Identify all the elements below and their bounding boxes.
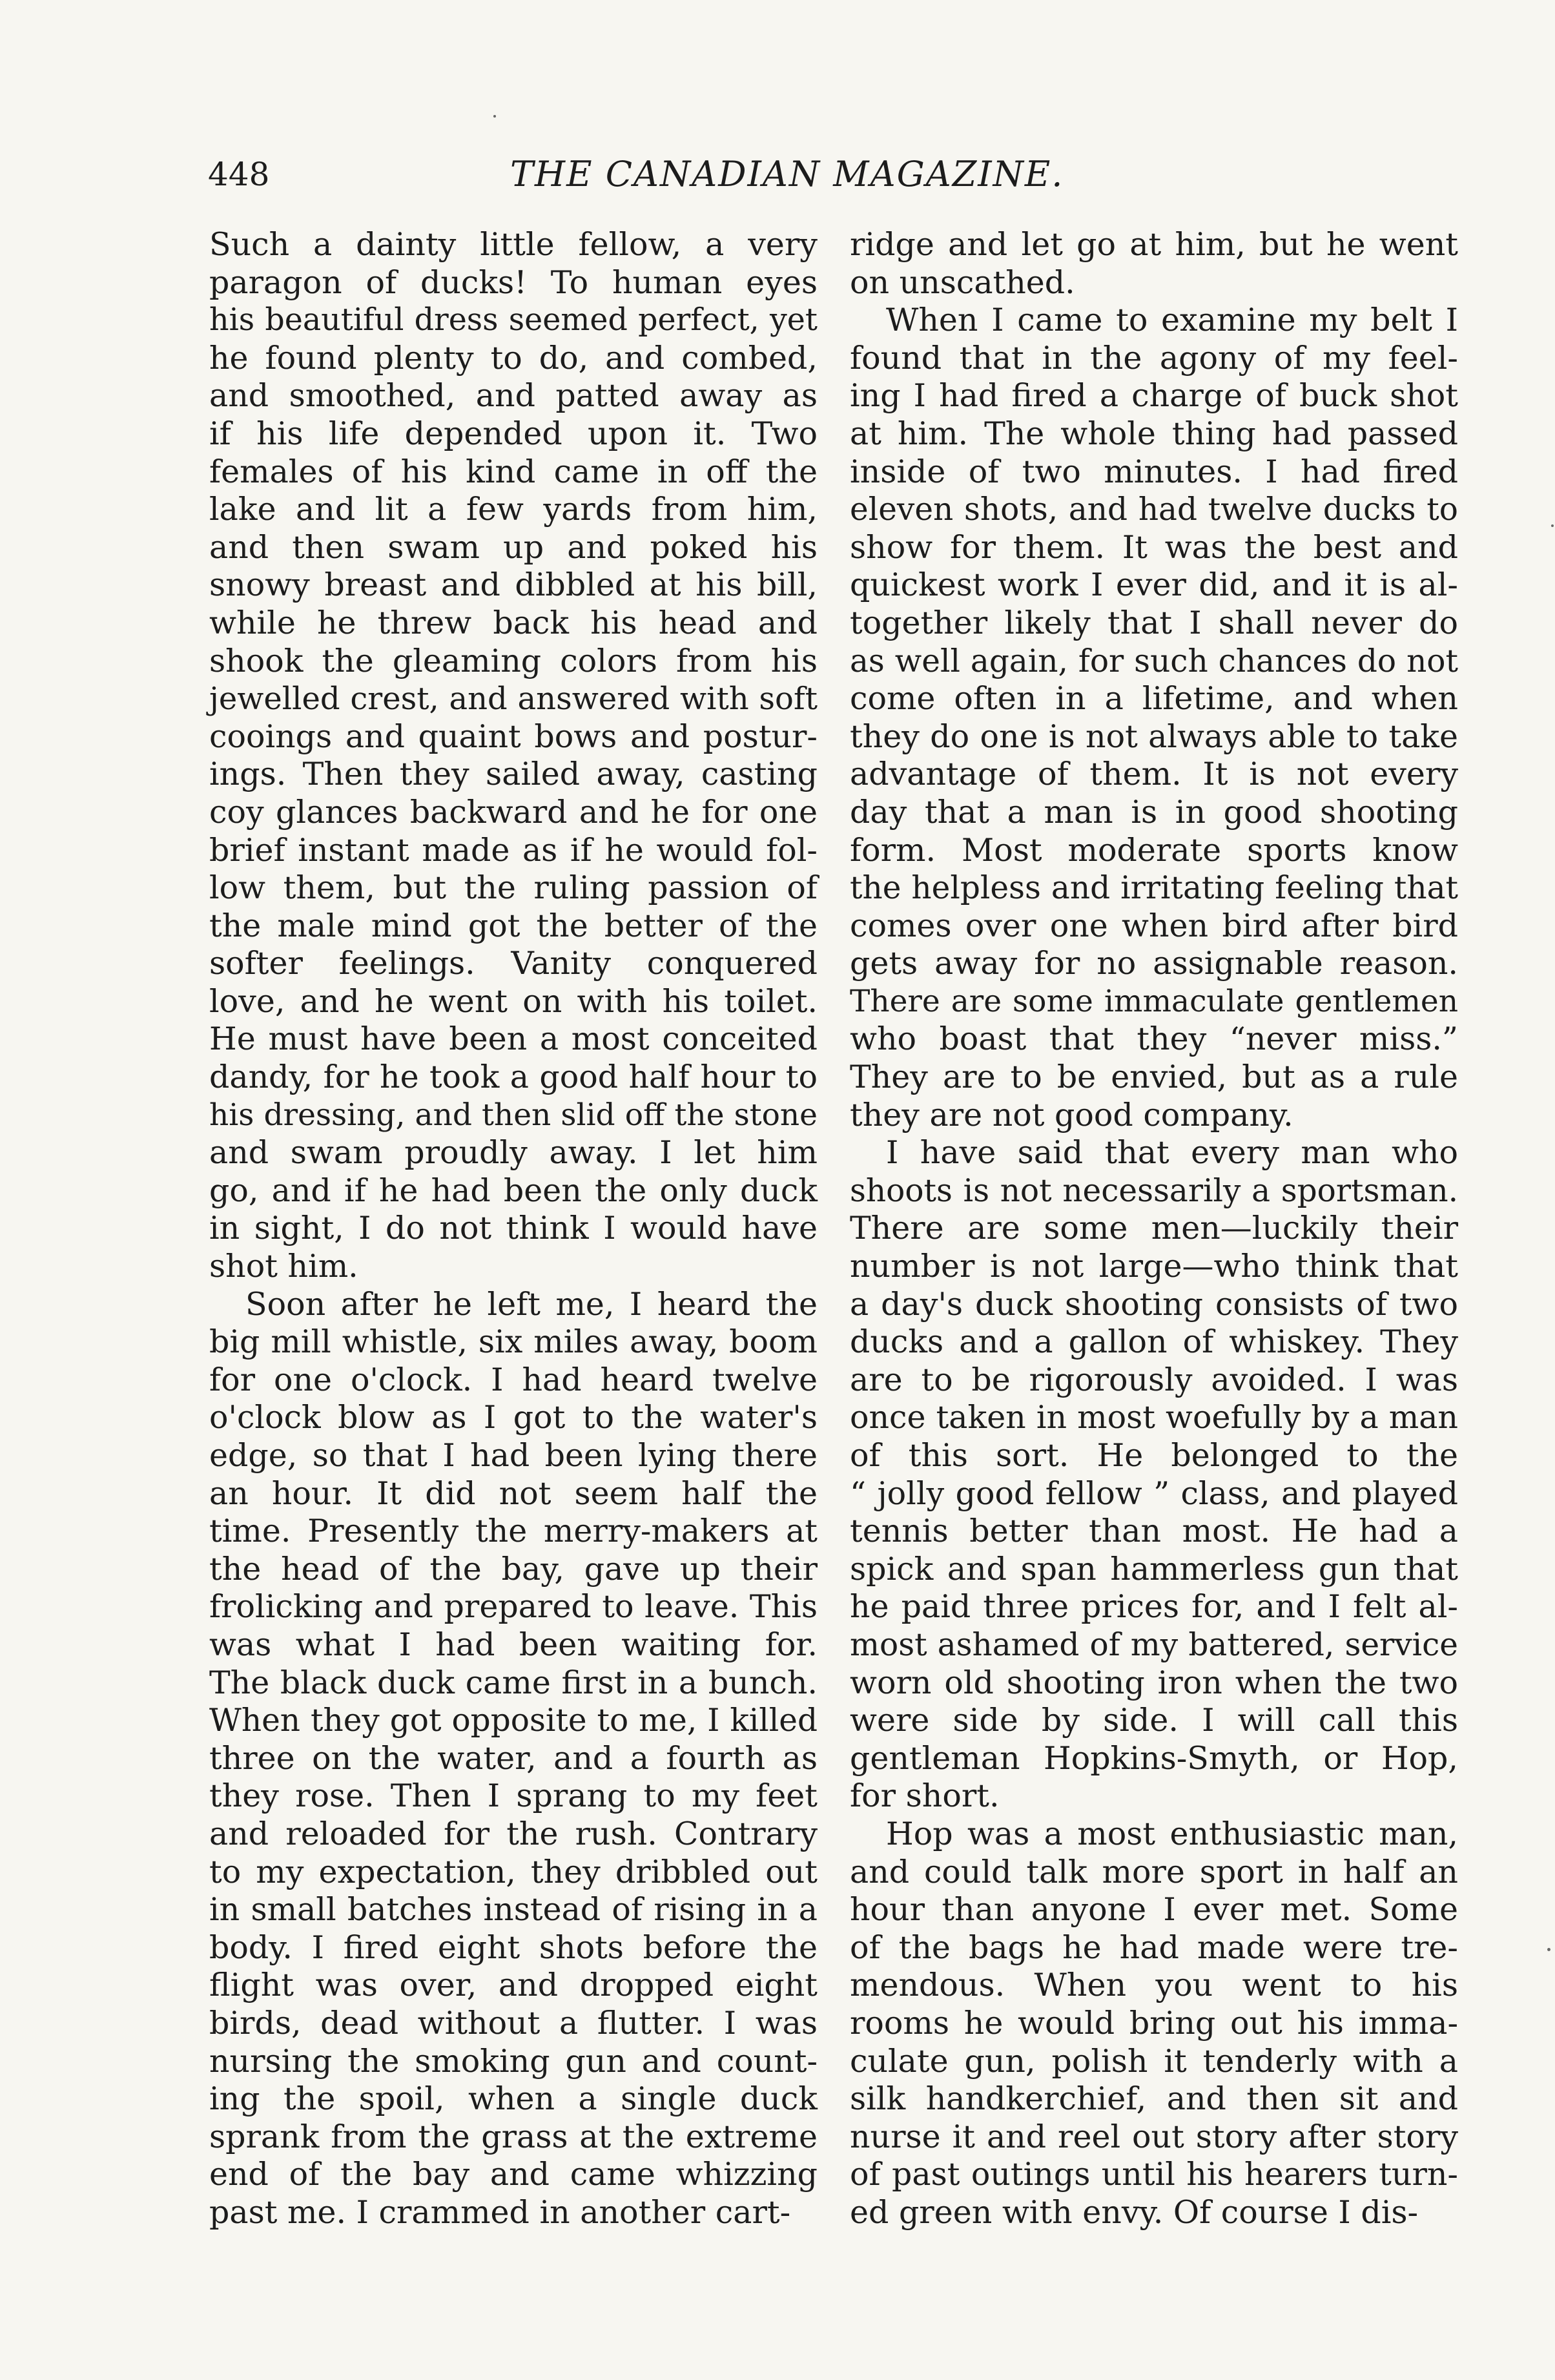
text-line: When they got opposite to me, I killed (209, 1702, 818, 1739)
text-line: o'clock blow as I got to the water's (209, 1399, 818, 1436)
text-line: The black duck came first in a bunch. (209, 1664, 818, 1701)
text-line: frolicking and prepared to leave. This (209, 1588, 818, 1626)
text-line: the male mind got the better of the (209, 907, 818, 944)
text-line: ing I had fired a charge of buck shot (850, 377, 1458, 415)
text-line: on unscathed. (850, 264, 1075, 301)
text-line: he paid three prices for, and I felt al- (850, 1588, 1458, 1626)
text-line: shot him. (209, 1248, 358, 1285)
text-line: ridge and let go at him, but he went (850, 226, 1458, 263)
text-line: who boast that they “never miss.” (850, 1020, 1458, 1058)
text-line: ducks and a gallon of whiskey. They (850, 1323, 1458, 1361)
text-line: of this sort. He belonged to the (850, 1437, 1458, 1474)
text-line: for one o'clock. I had heard twelve (209, 1361, 818, 1398)
text-line: they do one is not always able to take (850, 718, 1458, 755)
text-line: found that in the agony of my feel- (850, 339, 1458, 377)
text-line: silk handkerchief, and then sit and (850, 2080, 1458, 2118)
text-line: as well again, for such chances do not (850, 643, 1458, 679)
text-line: snowy breast and dibbled at his bill, (209, 566, 818, 604)
text-line: comes over one when bird after bird (850, 907, 1458, 944)
text-line: coy glances backward and he for one (209, 793, 818, 831)
text-line: big mill whistle, six miles away, boom (209, 1323, 818, 1361)
text-line: they rose. Then I sprang to my feet (209, 1777, 818, 1815)
text-line: females of his kind came in off the (209, 453, 818, 490)
text-line: rooms he would bring out his imma- (850, 2004, 1458, 2042)
text-line: gets away for no assignable reason. (850, 945, 1458, 982)
text-line: birds, dead without a flutter. I was (209, 2004, 818, 2042)
text-line: He must have been a most conceited (209, 1020, 818, 1058)
text-line: low them, but the ruling passion of (209, 869, 818, 907)
text-line: ing the spoil, when a single duck (209, 2080, 818, 2118)
text-line: they are not good company. (850, 1096, 1293, 1133)
text-line: dandy, for he took a good half hour to (209, 1059, 818, 1096)
text-line: nursing the smoking gun and count- (209, 2042, 818, 2080)
print-speck (1551, 524, 1554, 527)
text-line: his beautiful dress seemed perfect, yet (209, 302, 818, 338)
text-line: brief instant made as if he would fol- (209, 831, 818, 869)
text-line: go, and if he had been the only duck (209, 1172, 818, 1209)
text-line: and reloaded for the rush. Contrary (209, 1815, 818, 1852)
text-line: gentleman Hopkins-Smyth, or Hop, (850, 1739, 1458, 1777)
text-line: Soon after he left me, I heard the (245, 1285, 818, 1323)
text-line: When I came to examine my belt I (886, 302, 1458, 339)
text-line: in sight, I do not think I would have (209, 1210, 818, 1247)
text-line: once taken in most woefully by a man (850, 1399, 1458, 1436)
text-line: hour than anyone I ever met. Some (850, 1891, 1458, 1929)
text-line: if his life depended upon it. Two (209, 415, 818, 452)
text-line: and swam proudly away. I let him (209, 1134, 818, 1172)
text-line: Such a dainty little fellow, a very (209, 226, 818, 263)
text-line: come often in a lifetime, and when (850, 680, 1458, 718)
text-line: past me. I crammed in another cart- (209, 2193, 791, 2231)
text-line: mendous. When you went to his (850, 1967, 1458, 2004)
text-line: edge, so that I had been lying there (209, 1437, 818, 1474)
text-line: lake and lit a few yards from him, (209, 491, 818, 528)
print-speck (1547, 1948, 1550, 1951)
text-line: and then swam up and poked his (209, 528, 818, 566)
text-line: “ jolly good fellow ” class, and played (850, 1475, 1458, 1512)
text-line: for short. (850, 1777, 1000, 1815)
text-line: shook the gleaming colors from his (209, 642, 818, 679)
text-line: nurse it and reel out story after story (850, 2118, 1458, 2155)
text-line: ings. Then they sailed away, casting (209, 756, 818, 793)
text-line: cooings and quaint bows and postur- (209, 718, 818, 755)
text-line: flight was over, and dropped eight (209, 1967, 818, 2004)
text-line: quickest work I ever did, and it is al- (850, 566, 1458, 604)
text-line: show for them. It was the best and (850, 528, 1458, 566)
text-line: in small batches instead of rising in a (209, 1891, 818, 1929)
text-line: of past outings until his hearers turn- (850, 2156, 1458, 2193)
text-line: time. Presently the merry-makers at (209, 1513, 818, 1550)
text-line: his dressing, and then slid off the stone (209, 1097, 818, 1133)
text-line: was what I had been waiting for. (209, 1626, 818, 1663)
text-line: eleven shots, and had twelve ducks to (850, 492, 1458, 528)
text-line: at him. The whole thing had passed (850, 415, 1458, 452)
print-speck (493, 115, 496, 118)
text-line: he found plenty to do, and combed, (209, 339, 818, 377)
text-line: an hour. It did not seem half the (209, 1475, 818, 1512)
text-line: were side by side. I will call this (850, 1702, 1458, 1739)
text-line: tennis better than most. He had a (850, 1513, 1458, 1550)
text-line: ed green with envy. Of course I dis- (850, 2193, 1419, 2231)
running-head: THE CANADIAN MAGAZINE. (510, 154, 1064, 194)
text-line: They are to be envied, but as a rule (850, 1059, 1458, 1096)
text-line: I have said that every man who (886, 1134, 1458, 1172)
right-text-column (850, 226, 1458, 2231)
text-line: of the bags he had made were tre- (850, 1929, 1458, 1966)
text-line: the head of the bay, gave up their (209, 1550, 818, 1588)
text-line: shoots is not necessarily a sportsman. (850, 1172, 1458, 1209)
text-line: spick and span hammerless gun that (850, 1550, 1458, 1588)
text-line: body. I fired eight shots before the (209, 1929, 818, 1966)
text-line: form. Most moderate sports know (850, 831, 1458, 869)
text-line: are to be rigorously avoided. I was (850, 1361, 1458, 1398)
text-line: the helpless and irritating feeling that (850, 870, 1458, 907)
text-line: while he threw back his head and (209, 604, 818, 641)
text-line: day that a man is in good shooting (850, 793, 1458, 831)
text-line: culate gun, polish it tenderly with a (850, 2042, 1458, 2080)
left-text-column (209, 226, 818, 2231)
text-line: end of the bay and came whizzing (209, 2156, 818, 2193)
text-line: There are some men—luckily their (850, 1210, 1458, 1247)
text-line: together likely that I shall never do (850, 604, 1458, 641)
text-line: advantage of them. It is not every (850, 756, 1458, 793)
text-line: three on the water, and a fourth as (209, 1739, 818, 1777)
text-line: most ashamed of my battered, service (850, 1626, 1458, 1663)
text-line: love, and he went on with his toilet. (209, 982, 818, 1020)
text-line: and could talk more sport in half an (850, 1853, 1458, 1890)
text-line: a day's duck shooting consists of two (850, 1285, 1458, 1323)
text-line: sprank from the grass at the extreme (209, 2118, 818, 2155)
text-line: worn old shooting iron when the two (850, 1664, 1458, 1701)
text-line: Hop was a most enthusiastic man, (886, 1815, 1458, 1852)
text-line: and smoothed, and patted away as (209, 377, 818, 415)
text-line: jewelled crest, and answered with soft (209, 681, 818, 718)
text-line: to my expectation, they dribbled out (209, 1853, 818, 1890)
text-line: inside of two minutes. I had fired (850, 453, 1458, 490)
text-line: paragon of ducks! To human eyes (209, 264, 818, 301)
page-number: 448 (208, 156, 270, 193)
text-line: softer feelings. Vanity conquered (209, 945, 818, 982)
text-line: number is not large—who think that (850, 1248, 1458, 1285)
text-line: There are some immaculate gentlemen (850, 983, 1458, 1019)
